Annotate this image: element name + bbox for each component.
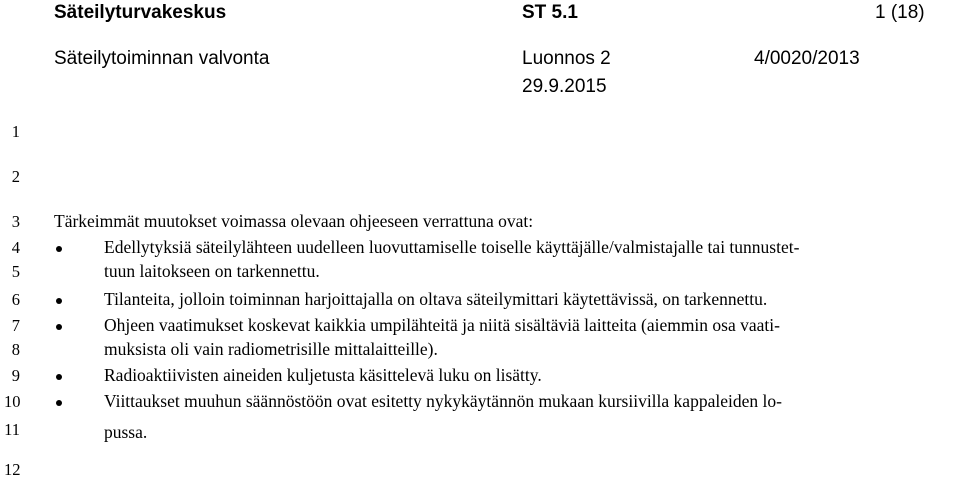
line-number: 1 [11,122,20,141]
bullet-5-line-2: pussa. [104,422,148,442]
line-number: 12 [4,460,21,479]
line-number: 11 [4,420,20,439]
bullet-3-line-1: Ohjeen vaatimukset koskevat kaikkia umpilähteitä ja niitä sisältäviä laitteita (aiemmin osa vaati- [104,315,780,335]
bullet-2-line-1: Tilanteita, jolloin toiminnan harjoittajalla on oltava säteilymittari käytettävissä, on tarkennettu. [104,289,768,309]
intro-text: Tärkeimmät muutokset voimassa olevaan ohjeeseen verrattuna ovat: [54,211,534,231]
bullet-1-line-2: tuun laitokseen on tarkennettu. [104,261,320,281]
guide-code: ST 5.1 [522,2,578,23]
bullet-dot [56,246,62,252]
department-name: Säteilytoiminnan valvonta [54,48,270,69]
line-number: 9 [11,366,20,385]
bullet-3-line-2: muksista oli vain radiometrisille mittalaitteille). [104,339,438,359]
document-number: 4/0020/2013 [754,48,860,69]
page-number: 1 (18) [875,2,925,23]
bullet-dot [56,298,62,304]
line-number: 5 [11,262,20,281]
bullet-1-line-1: Edellytyksiä säteilylähteen uudelleen luovuttamiselle toiselle käyttäjälle/valmistajalle tai tunnustet- [104,237,800,257]
bullet-5-line-1: Viittaukset muuhun säännöstöön ovat esitetty nykykäytännön mukaan kursiivilla kappaleiden lo- [104,391,782,411]
line-number: 4 [11,238,20,257]
line-number: 8 [11,340,20,359]
line-number: 10 [4,392,21,411]
bullet-dot [56,324,62,330]
line-number: 3 [11,212,20,231]
line-number: 7 [11,316,20,335]
line-number: 6 [11,290,20,309]
bullet-4-line-1: Radioaktiivisten aineiden kuljetusta käsittelevä luku on lisätty. [104,365,542,385]
draft-label: Luonnos 2 [522,48,611,69]
organization-name: Säteilyturvakeskus [54,2,227,23]
line-number: 2 [11,167,20,186]
bullet-dot [56,400,62,406]
draft-date: 29.9.2015 [522,76,607,97]
bullet-dot [56,374,62,380]
